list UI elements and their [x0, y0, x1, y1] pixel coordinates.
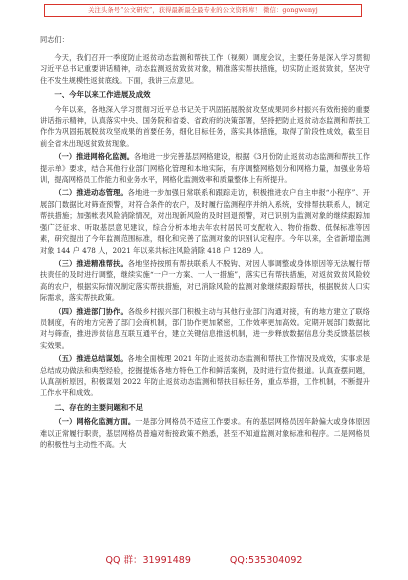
qq-group-number: QQ 群：31991489	[105, 555, 191, 566]
paragraph-text: 各地坚持按照有帮扶联系人不脱钩、对因人事调整或身体原因等无法履行帮扶责任的及时进行调整，继续实施“一户一方案、一人一措施”，落实已有帮扶措施，对返贫致贫风险较高的农户，根据实际情况制定落实帮扶措施，对已消除风险的监测对象继续跟踪帮扶，根据脱贫人口实际需求，落实帮扶政策。	[40, 258, 370, 303]
section-2-heading: 二、存在的主要问题和不足	[54, 402, 144, 412]
paragraph-lead: （一）推进网格化监测。	[54, 152, 134, 162]
paragraph	[40, 416, 370, 450]
paragraph-lead: （五）推进总结谋划。	[54, 354, 128, 364]
paragraph	[40, 151, 370, 185]
paragraph-text: 各级乡村振兴部门积极主动与其他行业部门沟通对接，有的地方建立了联络员制度，有的地方完善了部门会商机制，部门协作更加紧密，工作效率更加高效。定期开展部门数据比对与筛查，推进涉贫信息互联互通平台，建立关键信息推送机制，进一步释放数据信息分类反馈基层核实效果。	[40, 306, 370, 350]
document-body	[40, 34, 370, 550]
section-1-body	[40, 104, 370, 399]
section-2-body	[40, 416, 370, 450]
paragraph	[40, 258, 370, 304]
paragraph	[40, 187, 370, 255]
paragraph-text: 各地进一步加强日常联系和跟踪走访，积极推进农户自主申报“小程序”、开展部门数据比对筛查预警，对符合条件的农户，及时履行监测程序并纳入系统，安排帮扶联系人，制定帮扶措施；加强帐表风险消除情况，对出现新风险的及时回退预警，对已识别为监测对象的继续跟踪加强广泛征求、听取基层意见建议，综合分析本地去年农村居民可支配收入、物价指数、低保标准等因素，研究提出了今年监测范围标准，细化和完善了监测对象的识别认定程序。今年以来，全省新增监测对象 144 户 478 人，2021 年以来共标注风险消除 418 户 1289 人。	[40, 188, 370, 255]
promo-banner: 关注头条号“公文研究”，获得最新最全最专业的公文资料库！ 微信：gongwenyj	[44, 4, 362, 17]
paragraph-text: 今年以来，各地深入学习贯彻习近平总书记关于巩固拓展脱贫攻坚成果同乡村振兴有效衔接的重要讲话指示精神，认真落实中央、国务院和省委、省政府的决策部署，坚持把防止返贫动态监测和帮扶工作作为巩固拓展脱贫攻坚成果的首要任务，细化目标任务，落实具体措施，取得了阶段性成效，截至目前全省未出现返贫致贫现象。	[40, 104, 370, 148]
contact-footer	[0, 552, 408, 568]
paragraph-lead: （四）推进部门协作。	[54, 306, 128, 316]
intro-paragraph: 今天，我们召开一季度防止返贫动态监测和帮扶工作（视频）调度会议，主要任务是深入学习贯彻习近平总书记重要讲话精神，动态监测返贫致贫对象，精准落实帮扶措施，切实防止返贫致贫，坚决守住不发生规模性返贫底线。下面，我讲三点意见。	[40, 53, 370, 85]
paragraph-lead: （一）网格化监测方面。	[54, 417, 136, 427]
paragraph	[40, 353, 370, 399]
paragraph-text: 各地进一步完善基层网格建设，根据《3月份防止返贫动态监测和帮扶工作提示单》要求，结合其他行业部门网格化管理和本地实际，有序调整网格划分和网格力量，加强业务培训，提高网格员工作能力和业务水平，网格化监测效率和质量整体上有所提升。	[40, 152, 370, 185]
paragraph-text: 一是部分网格员不适应工作要求。有的基层网格员因年龄偏大或身体原因难以正常履行职责，基层网格员普遍对衔接政策不熟悉，甚至不知道监测对象标准和程序。二是网格员的积极性与主动性不高。大	[40, 417, 370, 449]
qq-number: QQ:535304092	[229, 555, 303, 566]
paragraph-lead: （二）推进动态管理。	[54, 188, 128, 198]
section-1-heading: 一、今年以来工作进展及成效	[54, 90, 151, 100]
paragraph	[40, 306, 370, 352]
paragraph	[40, 104, 370, 150]
intro-section	[40, 52, 370, 86]
salutation: 同志们：	[40, 35, 69, 44]
paragraph-lead: （三）推进精准帮扶。	[54, 258, 128, 268]
paragraph-text: 各地全面梳理 2021 年防止返贫动态监测和帮扶工作情况及成效，实事求是总结成功做法和典型经验，挖掘提炼各地方特色工作和鲜活案例，及时进行宣传报道。认真查摆问题，认真剖析原因，积极谋划 2022 年防止返贫动态监测和帮扶目标任务，重点举措，工作机制，不断提升工作水平和成效。	[40, 354, 370, 398]
